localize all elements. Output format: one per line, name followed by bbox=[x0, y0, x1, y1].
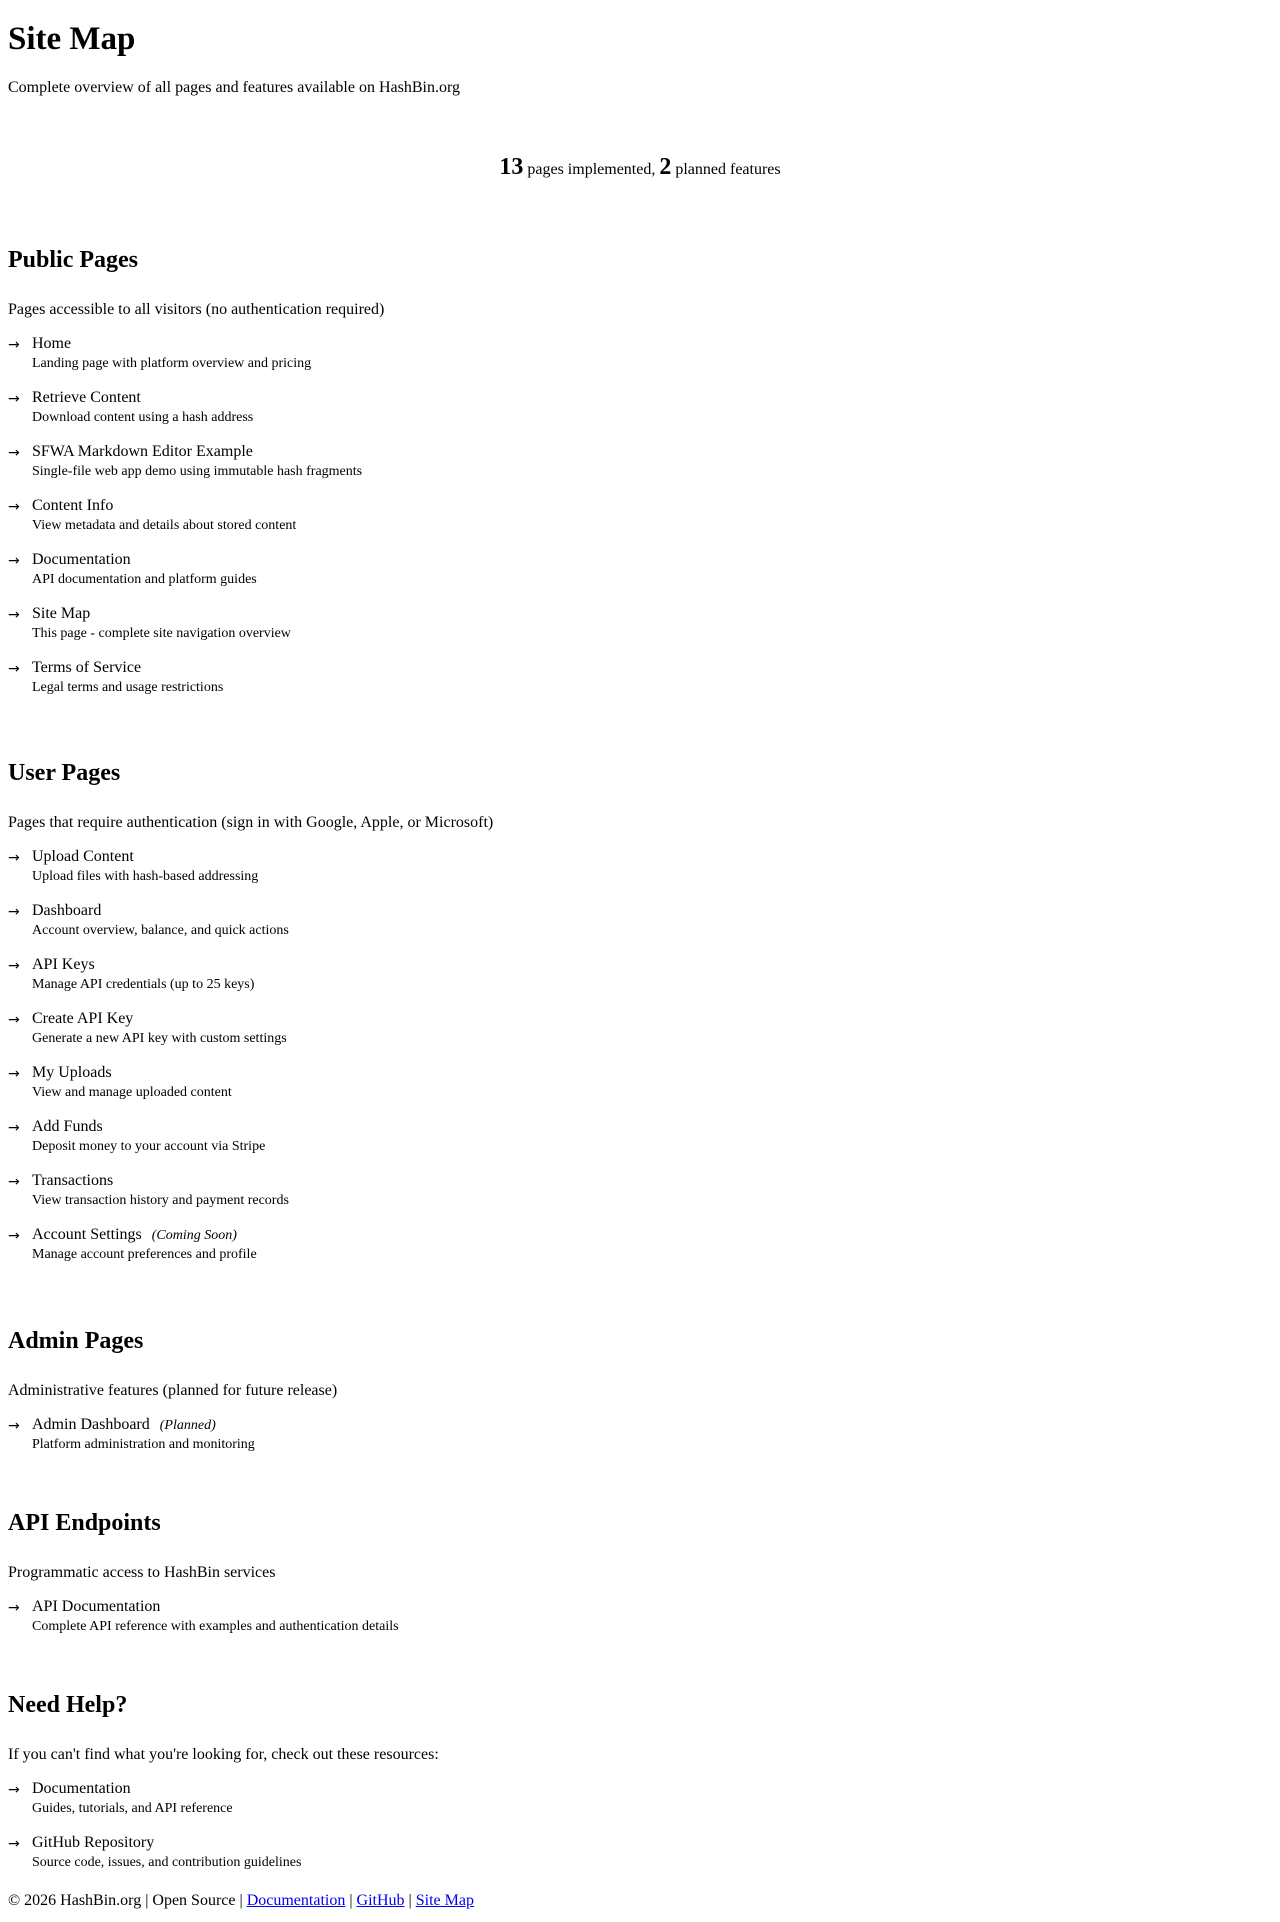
footer-link-github[interactable]: GitHub bbox=[356, 1892, 405, 1909]
arrow-right-icon: → bbox=[8, 850, 20, 866]
page-link-label: My Uploads bbox=[32, 1064, 112, 1081]
page-link-label: Terms of Service bbox=[32, 659, 142, 676]
page-link-label: Retrieve Content bbox=[32, 389, 141, 406]
arrow-right-icon: → bbox=[8, 1228, 20, 1244]
page-description: Guides, tutorials, and API reference bbox=[32, 1801, 233, 1816]
page-description: API documentation and platform guides bbox=[32, 572, 257, 587]
section-description: If you can't find what you're looking for, check out these resources: bbox=[8, 1746, 439, 1763]
implemented-count: 13 bbox=[499, 154, 524, 180]
page-link[interactable] bbox=[32, 389, 141, 407]
arrow-right-icon: → bbox=[8, 904, 20, 920]
page-link[interactable] bbox=[32, 848, 134, 866]
page-description: Upload files with hash-based addressing bbox=[32, 869, 259, 884]
arrow-right-icon: → bbox=[8, 1600, 20, 1616]
page-link-label: Admin Dashboard bbox=[32, 1416, 150, 1433]
page-link-label: GitHub Repository bbox=[32, 1834, 155, 1851]
status-note: (Planned) bbox=[159, 1418, 216, 1433]
page-link[interactable] bbox=[32, 443, 253, 461]
page-description: Account overview, balance, and quick actions bbox=[32, 923, 289, 938]
page-description: Single-file web app demo using immutable hash fragments bbox=[32, 464, 363, 479]
footer-copyright: © 2026 HashBin.org | Open Source | bbox=[8, 1892, 243, 1909]
arrow-right-icon: → bbox=[8, 499, 20, 515]
arrow-right-icon: → bbox=[8, 958, 20, 974]
section-description: Programmatic access to HashBin services bbox=[8, 1564, 276, 1581]
planned-count: 2 bbox=[659, 154, 672, 180]
page-link-label: API Documentation bbox=[32, 1598, 161, 1615]
page-description: Complete API reference with examples and authentication details bbox=[32, 1619, 399, 1634]
section-user-pages bbox=[8, 759, 1272, 1262]
page-description: Source code, issues, and contribution guidelines bbox=[32, 1855, 302, 1870]
section-admin-pages bbox=[8, 1327, 1272, 1452]
page-link[interactable] bbox=[32, 551, 131, 569]
arrow-right-icon: → bbox=[8, 1066, 20, 1082]
stats-summary bbox=[0, 154, 1280, 181]
arrow-right-icon: → bbox=[8, 553, 20, 569]
page-link[interactable] bbox=[32, 1598, 160, 1616]
arrow-right-icon: → bbox=[8, 337, 20, 353]
page-description: Deposit money to your account via Stripe bbox=[32, 1139, 266, 1154]
page-link-label: Documentation bbox=[32, 551, 131, 568]
section-description: Pages accessible to all visitors (no authentication required) bbox=[8, 301, 385, 318]
section-title: User Pages bbox=[8, 760, 121, 786]
page-link-label: SFWA Markdown Editor Example bbox=[32, 443, 253, 460]
section-description: Administrative features (planned for future release) bbox=[8, 1382, 338, 1399]
section-title: Public Pages bbox=[8, 247, 138, 273]
page-link-label: API Keys bbox=[32, 956, 95, 973]
page-link[interactable] bbox=[32, 1064, 112, 1082]
page-link[interactable] bbox=[32, 659, 141, 677]
arrow-right-icon: → bbox=[8, 1418, 20, 1434]
page-description: Download content using a hash address bbox=[32, 410, 254, 425]
section-need-help bbox=[8, 1691, 1272, 1870]
section-public-pages bbox=[8, 246, 1272, 695]
arrow-right-icon: → bbox=[8, 445, 20, 461]
section-title: API Endpoints bbox=[8, 1510, 161, 1536]
arrow-right-icon: → bbox=[8, 607, 20, 623]
section-title: Admin Pages bbox=[8, 1328, 144, 1354]
arrow-right-icon: → bbox=[8, 1782, 20, 1798]
footer-separator: | bbox=[408, 1892, 412, 1909]
page-title: Site Map bbox=[8, 21, 136, 57]
arrow-right-icon: → bbox=[8, 1836, 20, 1852]
page-link-label: Account Settings bbox=[32, 1226, 142, 1243]
planned-label: planned features bbox=[675, 161, 781, 178]
page-link[interactable] bbox=[32, 1010, 133, 1028]
page-link-label: Add Funds bbox=[32, 1118, 103, 1135]
page-description: View metadata and details about stored content bbox=[32, 518, 297, 533]
page-link-label: Transactions bbox=[32, 1172, 114, 1189]
page-link-label: Site Map bbox=[32, 605, 91, 622]
page-link[interactable] bbox=[32, 1226, 237, 1245]
page-description: Generate a new API key with custom settings bbox=[32, 1031, 287, 1046]
page-link[interactable] bbox=[32, 956, 95, 974]
page-link-label: Content Info bbox=[32, 497, 114, 514]
section-title: Need Help? bbox=[8, 1692, 128, 1718]
page-link[interactable] bbox=[32, 1780, 131, 1798]
page-link[interactable] bbox=[32, 605, 90, 623]
page-link[interactable] bbox=[32, 1118, 103, 1136]
implemented-label: pages implemented, bbox=[527, 161, 656, 178]
page-link[interactable] bbox=[32, 335, 71, 353]
page-description: View and manage uploaded content bbox=[32, 1085, 232, 1100]
arrow-right-icon: → bbox=[8, 391, 20, 407]
page-link[interactable] bbox=[32, 902, 101, 920]
footer bbox=[8, 1892, 474, 1910]
page-link-label: Dashboard bbox=[32, 902, 102, 919]
page-link-label: Home bbox=[32, 335, 72, 352]
section-api-endpoints bbox=[8, 1509, 1272, 1634]
page-link-label: Upload Content bbox=[32, 848, 134, 865]
page-link-label: Create API Key bbox=[32, 1010, 134, 1027]
footer-link-documentation[interactable]: Documentation bbox=[246, 1892, 346, 1909]
page-description: View transaction history and payment records bbox=[32, 1193, 289, 1208]
section-description: Pages that require authentication (sign in with Google, Apple, or Microsoft) bbox=[8, 814, 494, 831]
arrow-right-icon: → bbox=[8, 1174, 20, 1190]
page-description: Manage account preferences and profile bbox=[32, 1247, 257, 1262]
page-description: Platform administration and monitoring bbox=[32, 1437, 255, 1452]
page-link-label: Documentation bbox=[32, 1780, 131, 1797]
footer-link-site-map[interactable]: Site Map bbox=[415, 1892, 474, 1909]
footer-separator: | bbox=[349, 1892, 353, 1909]
arrow-right-icon: → bbox=[8, 661, 20, 677]
page-description: Landing page with platform overview and pricing bbox=[32, 356, 312, 371]
page-description: Manage API credentials (up to 25 keys) bbox=[32, 977, 255, 992]
arrow-right-icon: → bbox=[8, 1120, 20, 1136]
arrow-right-icon: → bbox=[8, 1012, 20, 1028]
page-link[interactable] bbox=[32, 1416, 216, 1435]
page-subtitle: Complete overview of all pages and features available on HashBin.org bbox=[8, 79, 461, 96]
page-link[interactable] bbox=[32, 1172, 113, 1190]
page-description: Legal terms and usage restrictions bbox=[32, 680, 224, 695]
status-note: (Coming Soon) bbox=[151, 1228, 237, 1243]
page-link[interactable] bbox=[32, 497, 113, 515]
page-link[interactable] bbox=[32, 1834, 154, 1852]
page-description: This page - complete site navigation overview bbox=[32, 626, 291, 641]
